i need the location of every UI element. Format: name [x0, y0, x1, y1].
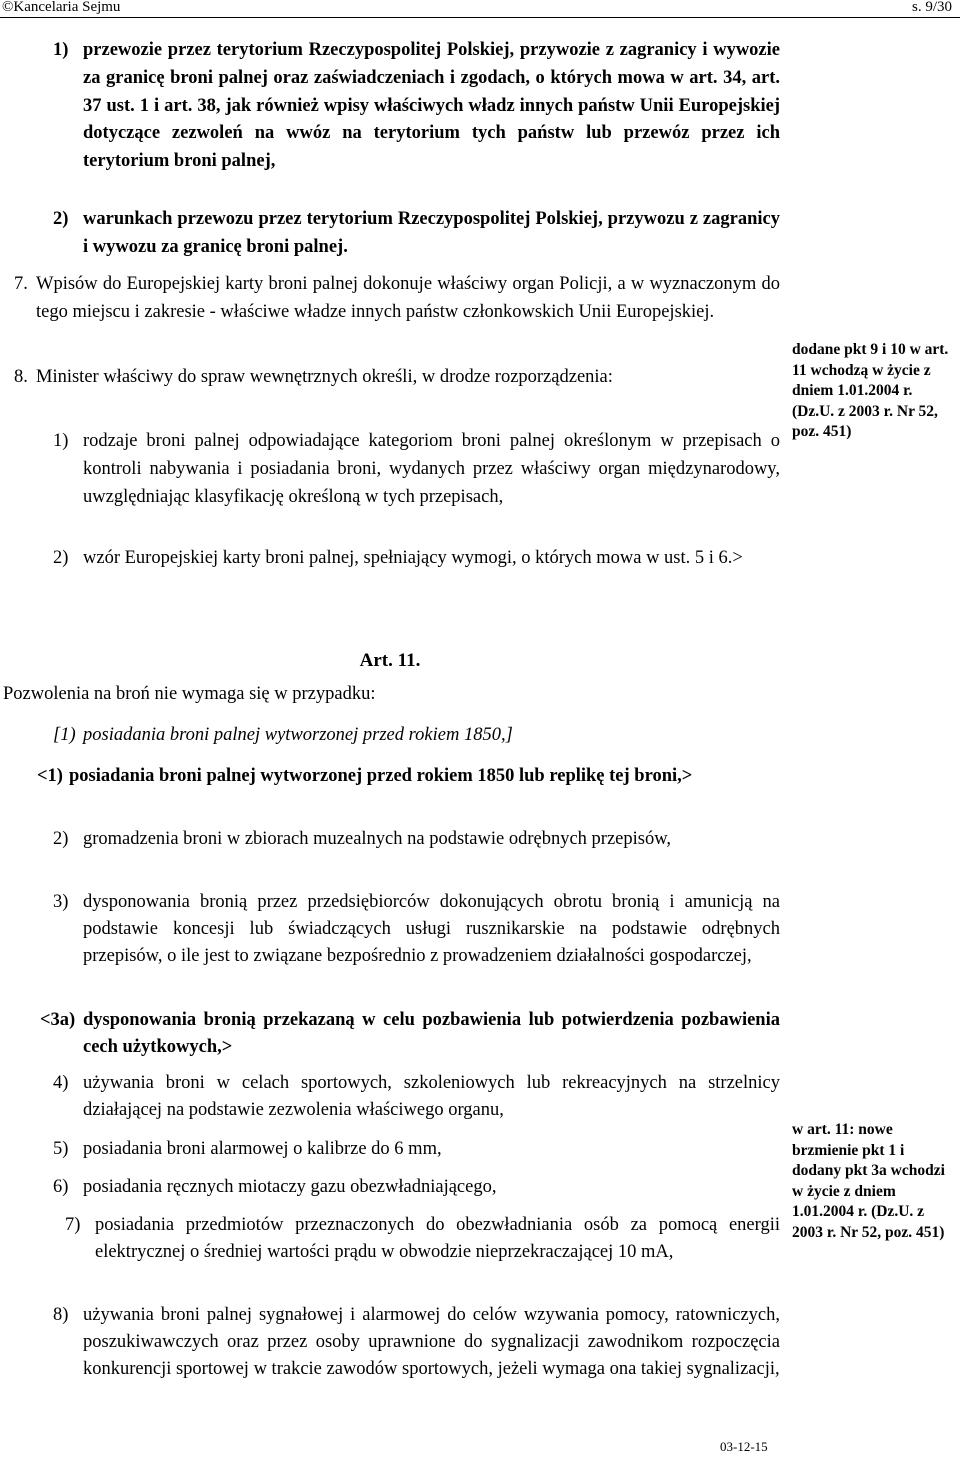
item-text: dysponowania bronią przez przedsiębiorców dokonujących obrotu bronią i amunicją na podstawie koncesji lub świadczących usługi rusznikarskie na podstawie odrębnych przepisów, o ile jest to związane bezpośrednio z prowadzeniem działalności gospodarczej, [83, 892, 780, 966]
page-number: s. 9/30 [911, 0, 952, 15]
paragraph-text: Wpisów do Europejskiej karty broni palnej dokonuje właściwy organ Policji, a w wyznaczonym do tego miejscu i zakresie - właściwe władze innych państw członkowskich Unii Europejskiej. [36, 274, 780, 322]
article-item-4 [53, 1070, 780, 1126]
item-text: posiadania ręcznych miotaczy gazu obezwładniającego, [83, 1177, 497, 1197]
item-number: 5) [53, 1139, 69, 1159]
paragraph-8-item-2 [53, 545, 780, 605]
item-text: gromadzenia broni w zbiorach muzealnych na podstawie odrębnych przepisów, [83, 829, 672, 849]
item-number: 3) [53, 892, 69, 912]
item-text: warunkach przewozu przez terytorium Rzeczypospolitej Polskiej, przywozu z zagranicy i wywozu za granicę broni palnej. [83, 209, 780, 257]
item-number: 1) [53, 431, 69, 451]
side-note-top: dodane pkt 9 i 10 w art. 11 wchodzą w życie z dniem 1.01.2004 r. (Dz.U. z 2003 r. Nr 52, poz. 451) [792, 341, 949, 440]
article-item-8 [53, 1302, 780, 1414]
item-text: posiadania broni palnej wytworzonej przed rokiem 1850 lub replikę tej broni,> [69, 766, 693, 786]
paragraph-7 [14, 271, 780, 357]
item-number: <3a) [40, 1010, 76, 1030]
item-number: 2) [53, 829, 69, 849]
article-item-2 [53, 826, 780, 882]
item-text: używania broni palnej sygnałowej i alarmowej do celów wzywania pomocy, ratowniczych, poszukiwawczych oraz przez osoby uprawnione do sygnalizacji zawodnikom rozpoczęcia konkurencji sportowej w trakcie zawodów sportowych, jeżeli wymaga ona takiej sygnalizacji, [83, 1305, 780, 1379]
item-number: 6) [53, 1177, 69, 1197]
paragraph-number: 8. [14, 367, 28, 387]
item-number: 2) [53, 548, 69, 568]
article-item-5 [53, 1136, 780, 1166]
item-number: <1) [37, 766, 63, 786]
article-intro: Pozwolenia na broń nie wymaga się w przypadku: [3, 684, 376, 704]
item-number: 8) [53, 1305, 69, 1325]
item-number: 4) [53, 1073, 69, 1093]
top-item-1 [53, 37, 780, 205]
article-item-3 [53, 889, 780, 1001]
item-text: wzór Europejskiej karty broni palnej, spełniający wymogi, o których mowa w ust. 5 i 6.> [83, 548, 743, 568]
paragraph-8 [14, 364, 780, 424]
side-note-article: w art. 11: nowe brzmienie pkt 1 i dodany pkt 3a wchodzi w życie z dniem 1.01.2004 r. (Dz.U. z 2003 r. Nr 52, poz. 451) [792, 1121, 945, 1241]
item-text: posiadania przedmiotów przeznaczonych do obezwładniania osób za pomocą energii elektrycznej o średniej wartości prądu w obwodzie nieprzekraczającej 10 mA, [95, 1215, 780, 1262]
paragraph-text: Minister właściwy do spraw wewnętrznych określi, w drodze rozporządzenia: [36, 367, 613, 387]
item-number: 7) [65, 1215, 81, 1235]
item-text: posiadania broni palnej wytworzonej przed rokiem 1850,] [83, 725, 513, 745]
article-title: Art. 11. [359, 650, 421, 671]
publisher-label: ©Kancelaria Sejmu [2, 0, 121, 15]
item-text: rodzaje broni palnej odpowiadające kategoriom broni palnej określonym w przepisach o kontroli nabywania i posiadania broni, wydanych przez właściwy organ międzynarodowy, uwzględniając klasyfikację określoną w tych przepisach, [83, 431, 780, 507]
article-item-1-new [37, 763, 780, 819]
article-item-7 [65, 1212, 780, 1296]
item-number: 2) [53, 209, 69, 229]
header-rule [0, 17, 960, 18]
page-footer-date: 03-12-15 [720, 1439, 768, 1454]
item-text: dysponowania bronią przekazaną w celu pozbawienia lub potwierdzenia pozbawienia cech użytkowych,> [83, 1010, 780, 1057]
page-header [0, 0, 960, 17]
article-item-3a [40, 1007, 780, 1063]
article-item-1-old [53, 722, 780, 752]
item-text: posiadania broni alarmowej o kalibrze do 6 mm, [83, 1139, 442, 1159]
top-item-2 [53, 206, 780, 266]
item-number: [1) [53, 725, 76, 745]
item-number: 1) [53, 40, 69, 60]
paragraph-8-item-1 [53, 428, 780, 542]
article-item-6 [53, 1174, 780, 1204]
item-text: używania broni w celach sportowych, szkoleniowych lub rekreacyjnych na strzelnicy działającej na podstawie zezwolenia właściwego organu, [83, 1073, 780, 1120]
item-text: przewozie przez terytorium Rzeczypospolitej Polskiej, przywozie z zagranicy i wywozie za granicę broni palnej oraz zaświadczeniach i zgodach, o których mowa w art. 34, art. 37 ust. 1 i art. 38, jak również wpisy właściwych władz innych państw Unii Europejskiej dotyczące zezwoleń na wwóz na terytorium tych państw lub przewóz przez ich terytorium broni palnej, [83, 40, 780, 172]
paragraph-number: 7. [14, 274, 28, 294]
